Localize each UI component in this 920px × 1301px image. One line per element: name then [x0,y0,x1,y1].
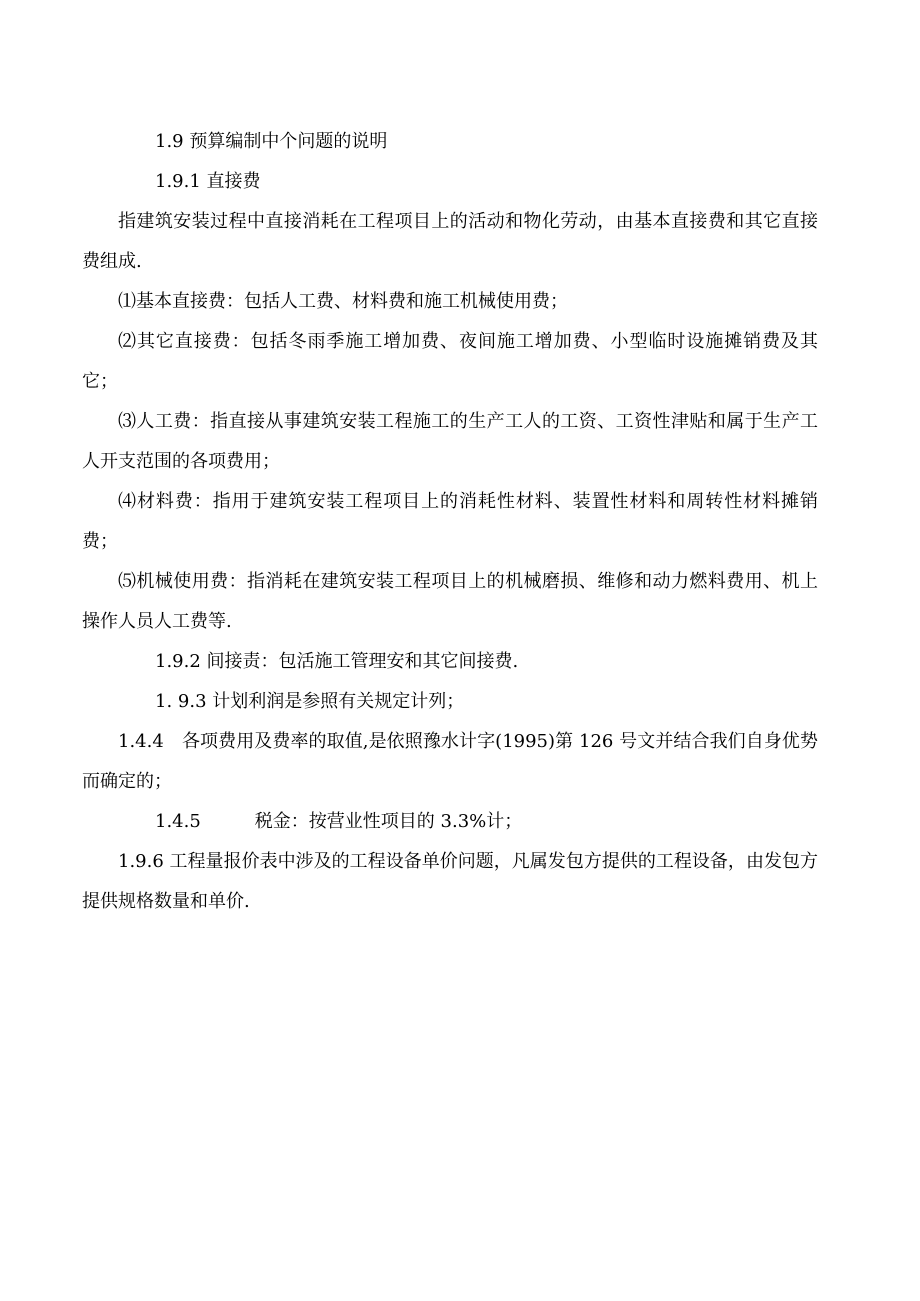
paragraph-fee-rates: 1.4.4 各项费用及费率的取值,是依照豫水计字(1995)第 126 号文并结合我们自身优势而确定的； [82,731,818,792]
paragraph-basic-direct-cost: ⑴基本直接费：包括人工费、材料费和施工机械使用费； [118,291,568,312]
paragraph-machinery-cost: ⑸机械使用费：指消耗在建筑安装工程项目上的机械磨损、维修和动力燃料费用、机上操作人员人工费等. [82,571,818,632]
paragraph-tax: 1.4.5 税金：按营业性项目的 3.3%计； [155,811,523,832]
section-heading-1-9-1: 1.9.1 直接费 [155,171,261,192]
section-heading-1-9: 1.9 预算编制中个问题的说明 [155,131,388,152]
paragraph-labor-cost: ⑶人工费：指直接从事建筑安装工程施工的生产工人的工资、工资性津贴和属于生产工人开支范围的各项费用； [82,411,818,472]
document-body [82,122,818,922]
paragraph-direct-cost-definition: 指建筑安装过程中直接消耗在工程项目上的活动和物化劳动，由基本直接费和其它直接费组成. [82,211,818,272]
paragraph-indirect-cost: 1.9.2 间接责：包活施工管理安和其它间接费. [155,651,519,672]
paragraph-planned-profit: 1. 9.3 计划利润是参照有关规定计列； [155,691,465,712]
paragraph-material-cost: ⑷材料费：指用于建筑安装工程项目上的消耗性材料、装置性材料和周转性材料摊销费； [82,491,818,552]
paragraph-other-direct-cost: ⑵其它直接费：包括冬雨季施工增加费、夜间施工增加费、小型临时设施摊销费及其它； [82,331,818,392]
paragraph-equipment-unit-price: 1.9.6 工程量报价表中涉及的工程设备单价问题，凡属发包方提供的工程设备，由发包方提供规格数量和单价. [82,851,818,912]
